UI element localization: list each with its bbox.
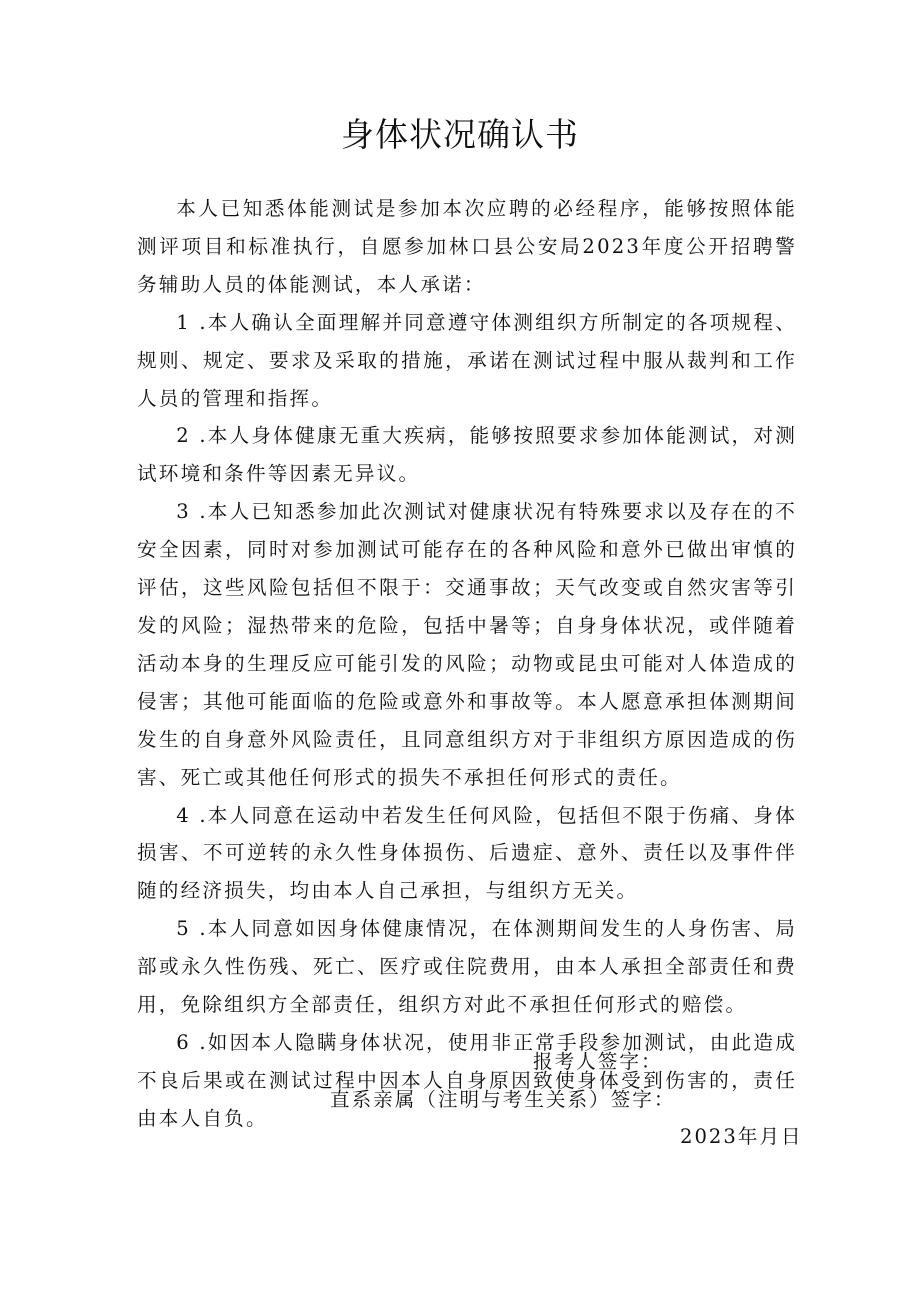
intro-paragraph: 本人已知悉体能测试是参加本次应聘的必经程序，能够按照体能测评项目和标准执行，自愿参加林口县公安局2023年度公开招聘警务辅助人员的体能测试，本人承诺： <box>137 197 797 296</box>
clause-3: 3 .本人已知悉参加此次测试对健康状况有特殊要求以及存在的不安全因素，同时对参加测试可能存在的各种风险和意外已做出审慎的评估，这些风险包括但不限于：交通事故；天气改变或自然灾害等引发的风险；湿热带来的危险，包括中暑等；自身身体状况，或伴随着活动本身的生理反应可能引发的风险；动物或昆虫可能对人体造成的侵害；其他可能面临的危险或意外和事故等。本人愿意承担体测期间发生的自身意外风险责任，且同意组织方对于非组织方原因造成的伤害、死亡或其他任何形式的损失不承担任何形式的责任。 <box>137 500 797 789</box>
document-title: 身体状况确认书 <box>341 115 579 154</box>
date-line: 2023年月日 <box>680 1125 803 1148</box>
candidate-signature-label: 报考人签字： <box>533 1050 663 1073</box>
clause-4: 4 .本人同意在运动中若发生任何风险，包括但不限于伤痛、身体损害、不可逆转的永久性身体损伤、后遗症、意外、责任以及事件伴随的经济损失，均由本人自己承担，与组织方无关。 <box>137 803 797 903</box>
clause-2: 2 .本人身体健康无重大疾病，能够按照要求参加体能测试，对测试环境和条件等因素无异议。 <box>137 424 797 486</box>
clause-5: 5 .本人同意如因身体健康情况，在体测期间发生的人身伤害、局部或永久性伤残、死亡、医疗或住院费用，由本人承担全部责任和费用，免除组织方全部责任，组织方对此不承担任何形式的赔偿。 <box>137 917 797 1017</box>
relative-signature-label: 直系亲属（注明与考生关系）签字： <box>330 1088 676 1111</box>
document-body <box>137 190 797 1138</box>
clause-1: 1 .本人确认全面理解并同意遵守体测组织方所制定的各项规程、规则、规定、要求及采取的措施，承诺在测试过程中服从裁判和工作人员的管理和指挥。 <box>137 310 797 410</box>
clause-6: 6 .如因本人隐瞒身体状况，使用非正常手段参加测试，由此造成不良后果或在测试过程中因本人自身原因致使身体受到伤害的，责任由本人自负。 <box>137 1030 797 1130</box>
